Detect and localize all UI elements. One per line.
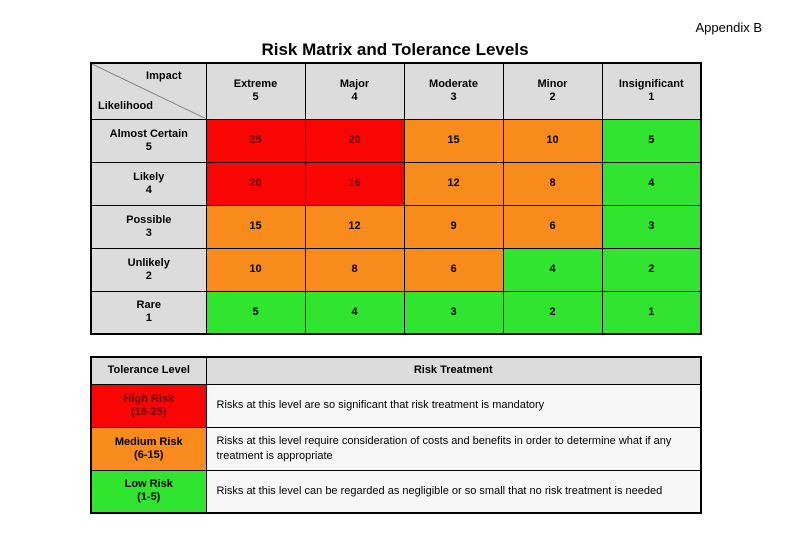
likelihood-row-value: 1 xyxy=(145,312,152,325)
impact-axis-label: Impact xyxy=(146,70,182,82)
tolerance-level-cell xyxy=(91,427,206,470)
tolerance-row xyxy=(91,384,701,427)
risk-treatment-cell: Risks at this level can be regarded as negligible or so small that no risk treatment is needed xyxy=(206,470,701,513)
likelihood-row-value: 3 xyxy=(145,226,152,239)
likelihood-row-value: 4 xyxy=(145,183,152,196)
tolerance-level-value: (16-25) xyxy=(131,405,167,418)
matrix-score-cell: 5 xyxy=(206,291,305,334)
likelihood-row-header xyxy=(91,291,206,334)
likelihood-row-label: Rare xyxy=(136,299,161,312)
likelihood-row-label: Possible xyxy=(126,213,172,226)
matrix-score-cell: 8 xyxy=(305,248,404,291)
matrix-row xyxy=(91,291,701,334)
impact-column-value: 5 xyxy=(252,91,259,104)
matrix-score-cell: 16 xyxy=(305,162,404,205)
tolerance-level-label: Medium Risk xyxy=(114,435,183,448)
matrix-score-cell: 20 xyxy=(206,162,305,205)
matrix-score-cell: 6 xyxy=(404,248,503,291)
matrix-score-cell: 9 xyxy=(404,205,503,248)
matrix-header-row xyxy=(91,63,701,119)
page-title: Risk Matrix and Tolerance Levels xyxy=(261,40,529,59)
impact-column-value: 1 xyxy=(648,91,655,104)
impact-column-header xyxy=(602,63,701,119)
impact-column-label: Minor xyxy=(537,78,568,91)
likelihood-row-header xyxy=(91,162,206,205)
likelihood-row-value: 5 xyxy=(145,140,152,153)
matrix-score-cell: 4 xyxy=(305,291,404,334)
impact-column-header xyxy=(206,63,305,119)
matrix-score-cell: 2 xyxy=(503,291,602,334)
matrix-score-cell: 10 xyxy=(503,119,602,162)
likelihood-row-label: Almost Certain xyxy=(109,127,188,140)
matrix-score-cell: 5 xyxy=(602,119,701,162)
impact-column-value: 2 xyxy=(549,91,556,104)
risk-treatment-cell: Risks at this level require consideration of costs and benefits in order to determine what if any treatment is appropriate xyxy=(206,427,701,470)
impact-column-value: 3 xyxy=(450,91,457,104)
matrix-score-cell: 4 xyxy=(602,162,701,205)
matrix-score-cell: 12 xyxy=(404,162,503,205)
tolerance-level-cell xyxy=(91,470,206,513)
likelihood-row-header xyxy=(91,119,206,162)
likelihood-row-value: 2 xyxy=(145,269,152,282)
tolerance-level-value: (6-15) xyxy=(134,448,164,461)
likelihood-axis-label: Likelihood xyxy=(98,99,153,112)
matrix-score-cell: 15 xyxy=(404,119,503,162)
matrix-score-cell: 12 xyxy=(305,205,404,248)
matrix-score-cell: 1 xyxy=(602,291,701,334)
matrix-score-cell: 6 xyxy=(503,205,602,248)
tolerance-row xyxy=(91,427,701,470)
impact-column-label: Major xyxy=(339,78,370,91)
impact-column-label: Extreme xyxy=(233,78,278,91)
matrix-row xyxy=(91,205,701,248)
tolerance-header-row xyxy=(91,357,701,384)
matrix-score-cell: 20 xyxy=(305,119,404,162)
tolerance-level-value: (1-5) xyxy=(137,491,161,504)
likelihood-row-header xyxy=(91,248,206,291)
impact-column-header xyxy=(305,63,404,119)
tolerance-row xyxy=(91,470,701,513)
tolerance-table xyxy=(90,356,702,514)
matrix-score-cell: 10 xyxy=(206,248,305,291)
matrix-score-cell: 25 xyxy=(206,119,305,162)
tolerance-level-label: Low Risk xyxy=(124,478,173,491)
impact-column-header xyxy=(503,63,602,119)
matrix-row xyxy=(91,119,701,162)
risk-matrix-table xyxy=(90,62,702,335)
matrix-score-cell: 15 xyxy=(206,205,305,248)
matrix-score-cell: 3 xyxy=(404,291,503,334)
impact-column-label: Insignificant xyxy=(618,78,684,91)
matrix-score-cell: 2 xyxy=(602,248,701,291)
likelihood-row-label: Likely xyxy=(133,170,165,183)
tolerance-level-cell xyxy=(91,384,206,427)
matrix-score-cell: 4 xyxy=(503,248,602,291)
impact-column-header xyxy=(404,63,503,119)
impact-column-label: Moderate xyxy=(429,78,478,91)
tolerance-level-header: Tolerance Level xyxy=(91,357,206,384)
risk-treatment-cell: Risks at this level are so significant that risk treatment is mandatory xyxy=(206,384,701,427)
matrix-score-cell: 8 xyxy=(503,162,602,205)
matrix-score-cell: 3 xyxy=(602,205,701,248)
matrix-corner-cell xyxy=(91,63,206,119)
likelihood-row-header xyxy=(91,205,206,248)
likelihood-row-label: Unlikely xyxy=(127,256,170,269)
impact-column-value: 4 xyxy=(351,91,358,104)
risk-treatment-header: Risk Treatment xyxy=(206,357,701,384)
matrix-row xyxy=(91,248,701,291)
appendix-label: Appendix B xyxy=(695,20,762,35)
tolerance-level-label: High Risk xyxy=(123,392,175,405)
matrix-row xyxy=(91,162,701,205)
